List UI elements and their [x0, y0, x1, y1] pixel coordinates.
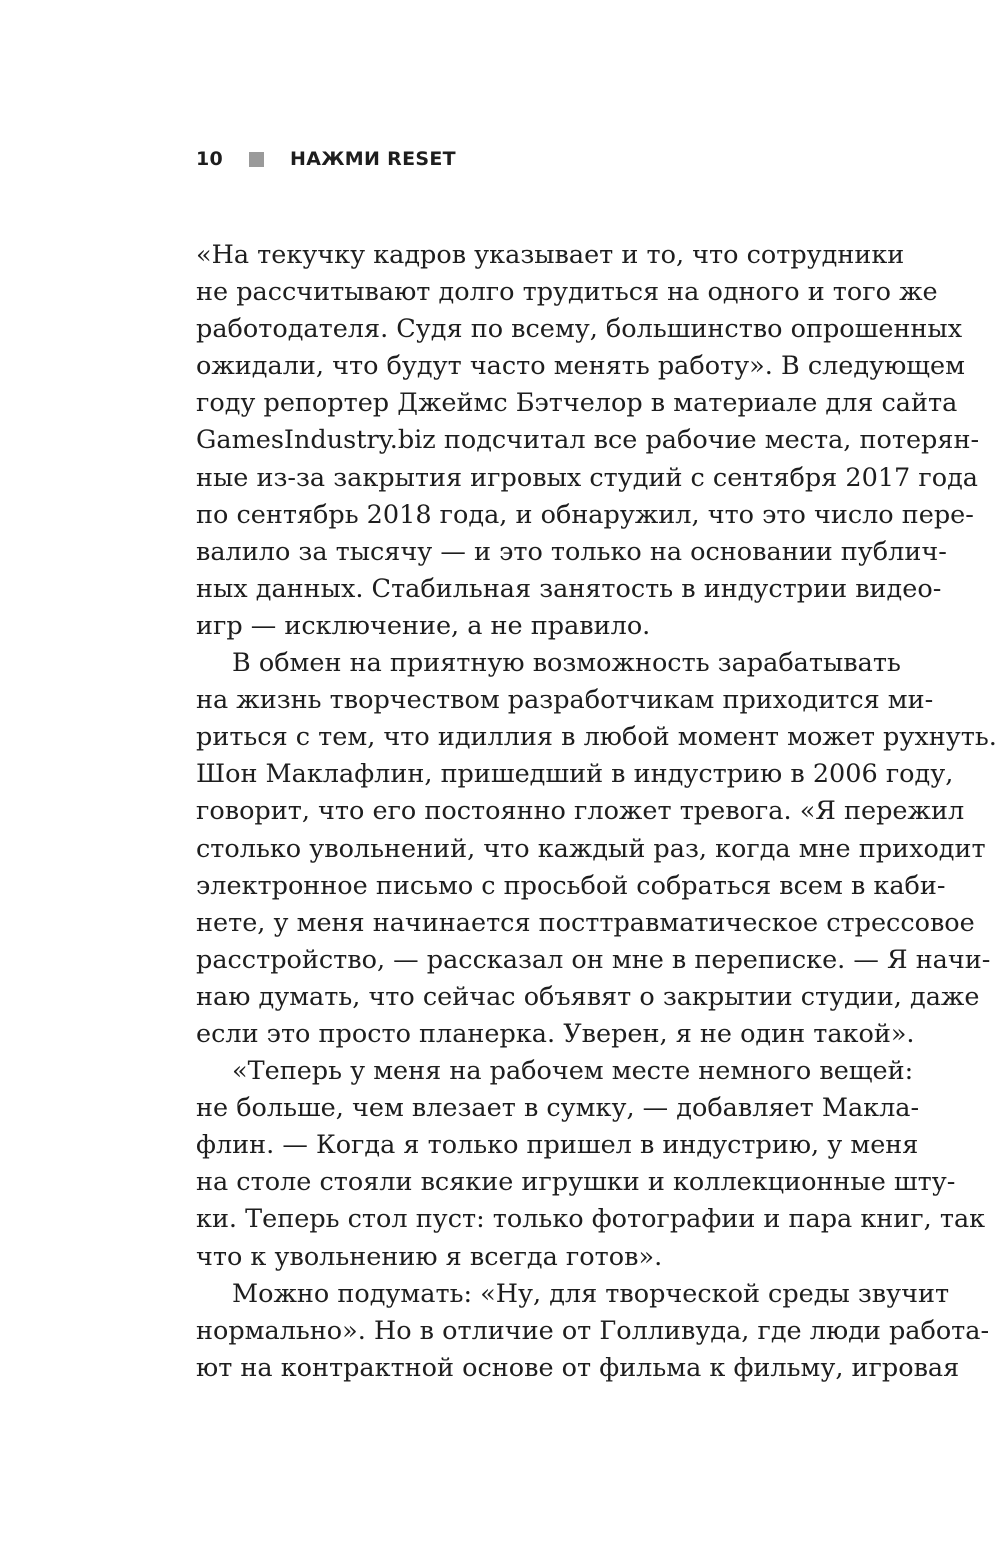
- paragraph-4: [196, 1276, 990, 1387]
- text-line: по сентябрь 2018 года, и обнаружил, что это число пере-: [196, 499, 974, 530]
- text-line: «На текучку кадров указывает и то, что сотрудники: [196, 240, 905, 270]
- text-line: работодателя. Судя по всему, большинство опрошенных: [196, 314, 963, 345]
- text-line: ки. Теперь стол пуст: только фотографии и пара книг, так: [196, 1204, 986, 1235]
- text-line: Шон Маклафлин, пришедший в индустрию в 2006 году,: [196, 759, 954, 790]
- text-line: Можно подумать: «Ну, для творческой среды звучит: [232, 1278, 950, 1309]
- text-line: ных данных. Стабильная занятость в индустрии видео-: [196, 573, 942, 604]
- text-line: не рассчитывают долго трудиться на одного и того же: [196, 277, 938, 308]
- paragraph-1: [196, 237, 980, 645]
- paragraph-2: [196, 645, 997, 1053]
- text-line: В обмен на приятную возможность зарабатывать: [232, 648, 901, 679]
- text-line: игр — исключение, а не правило.: [196, 610, 651, 641]
- text-line: на жизнь творчеством разработчикам приходится ми-: [196, 685, 934, 716]
- text-line: если это просто планерка. Уверен, я не один такой».: [196, 1018, 915, 1049]
- text-line: столько увольнений, что каждый раз, когда мне приходит: [196, 833, 986, 864]
- square-separator-icon: [249, 152, 264, 167]
- text-line: что к увольнению я всегда готов».: [196, 1241, 663, 1272]
- text-line: ют на контрактной основе от фильма к фильму, игровая: [196, 1352, 960, 1383]
- text-line: расстройство, — рассказал он мне в переписке. — Я начи-: [196, 944, 991, 975]
- text-line: «Теперь у меня на рабочем месте немного вещей:: [232, 1056, 914, 1087]
- running-head: [196, 144, 456, 174]
- page-number: 10: [196, 148, 224, 170]
- text-line: флин. — Когда я только пришел в индустрию, у меня: [196, 1130, 919, 1161]
- text-line: ные из-за закрытия игровых студий с сентября 2017 года: [196, 462, 978, 493]
- text-line: нормально». Но в отличие от Голливуда, где люди работа-: [196, 1315, 990, 1346]
- text-line: нете, у меня начинается посттравматическое стрессовое: [196, 907, 975, 938]
- text-line: году репортер Джеймс Бэтчелор в материале для сайта: [196, 388, 958, 419]
- text-line: риться с тем, что идиллия в любой момент может рухнуть.: [196, 722, 997, 753]
- text-line: не больше, чем влезает в сумку, — добавляет Макла-: [196, 1093, 920, 1124]
- book-title: НАЖМИ RESET: [290, 148, 456, 170]
- text-line: говорит, что его постоянно гложет тревога. «Я пережил: [196, 796, 965, 827]
- text-line: валило за тысячу — и это только на основании публич-: [196, 536, 947, 567]
- text-line: ожидали, что будут часто менять работу». В следующем: [196, 351, 965, 382]
- paragraph-3: [196, 1053, 986, 1276]
- text-line: на столе стояли всякие игрушки и коллекционные шту-: [196, 1167, 956, 1198]
- text-line: GamesIndustry.biz подсчитал все рабочие места, потерян-: [196, 425, 980, 456]
- body-text: [196, 237, 997, 1387]
- text-line: электронное письмо с просьбой собраться всем в каби-: [196, 870, 946, 901]
- text-line: наю думать, что сейчас объявят о закрытии студии, даже: [196, 981, 980, 1012]
